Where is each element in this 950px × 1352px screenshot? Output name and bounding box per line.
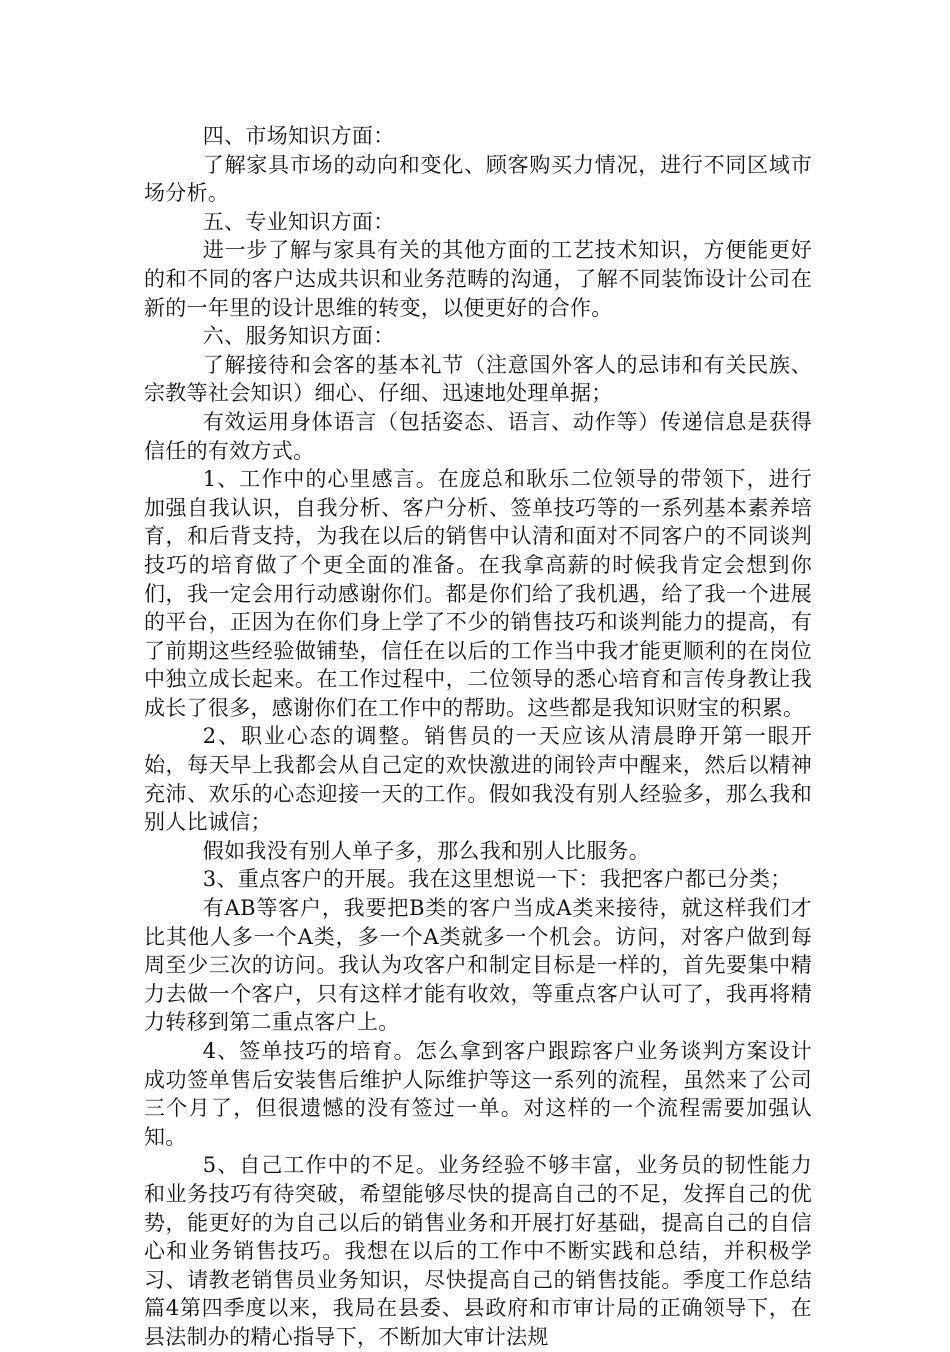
paragraph-item-3: 3、重点客户的开展。我在这里想说一下：我把客户都已分类； [202,867,792,892]
paragraph-item-1: 1、工作中的心里感言。在庞总和耿乐二位领导的带领下，进行加强自我认识，自我分析、客户分析、签单技巧等的一系列基本素养培育，和后背支持，为我在以后的销售中认清和面对不同客户的不同谈判技巧的培育做了个更全面的准备。在我拿高薪的时候我肯定会想到你们，我一定会用行动感谢你们。都是你们给了我机遇，给了我一个进展的平台，正因为在你们身上学了不少的销售技巧和谈判能力的提高，有了前期这些经验做铺垫，信任在以后的工作当中我才能更顺利的在岗位中独立成长起来。在工作过程中，二位领导的悉心培育和言传身教让我成长了很多，感谢你们在工作中的帮助。这些都是我知识财宝的积累。 [144,467,812,720]
paragraph-item-5: 5、自己工作中的不足。业务经验不够丰富，业务员的韧性能力和业务技巧有待突破，希望能够尽快的提高自己的不足，发挥自己的优势，能更好的为自己以后的销售业务和开展打好基础，提高自己的自信心和业务销售技巧。我想在以后的工作中不断实践和总结，并积极学习、请教老销售员业务知识，尽快提高自己的销售技能。季度工作总结 篇4第四季度以来，我局在县委、县政府和市审计局的正确领导下，在县法制办的精心指导下，不断加大审计法规 [144,1153,812,1349]
paragraph-body-language: 有效运用身体语言（包括姿态、语言、动作等）传递信息是获得信任的有效方式。 [144,409,812,463]
paragraph-item-4: 4、签单技巧的培育。怎么拿到客户跟踪客户业务谈判方案设计成功签单售后安装售后维护人际维护等这一系列的流程，虽然来了公司三个月了，但很遗憾的没有签过一单。对这样的一个流程需要加强认知。 [144,1039,812,1149]
document-body [144,122,812,1352]
paragraph-item-2: 2、职业心态的调整。销售员的一天应该从清晨睁开第一眼开始，每天早上我都会从自己定的欢快激进的闹铃声中醒来，然后以精神充沛、欢乐的心态迎接一天的工作。假如我没有别人经验多，那么我和别人比诚信； [144,724,812,835]
paragraph-service-etiquette: 了解接待和会客的基本礼节（注意国外客人的忌讳和有关民族、宗教等社会知识）细心、仔细、迅速地处理单据； [144,352,812,406]
paragraph-market-knowledge: 了解家具市场的动向和变化、顾客购买力情况，进行不同区域市场分析。 [144,152,812,206]
paragraph-item-3-continued: 有AB等客户，我要把B类的客户当成A类来接待，就这样我们才比其他人多一个A类，多一个A类就多一个机会。访问，对客户做到每周至少三次的访问。我认为攻客户和制定目标是一样的，首先要集中精力去做一个客户，只有这样才能有收效，等重点客户认可了，我再将精力转移到第二重点客户上。 [144,896,812,1035]
paragraph-professional-knowledge: 进一步了解与家具有关的其他方面的工艺技术知识，方便能更好的和不同的客户达成共识和业务范畴的沟通，了解不同装饰设计公司在新的一年里的设计思维的转变，以便更好的合作。 [144,238,812,320]
heading-professional-knowledge: 五、专业知识方面： [202,209,395,234]
heading-market-knowledge: 四、市场知识方面： [202,124,395,148]
heading-service-knowledge: 六、服务知识方面： [202,324,395,349]
paragraph-item-2-continued: 假如我没有别人单子多，那么我和别人比服务。 [202,838,651,863]
